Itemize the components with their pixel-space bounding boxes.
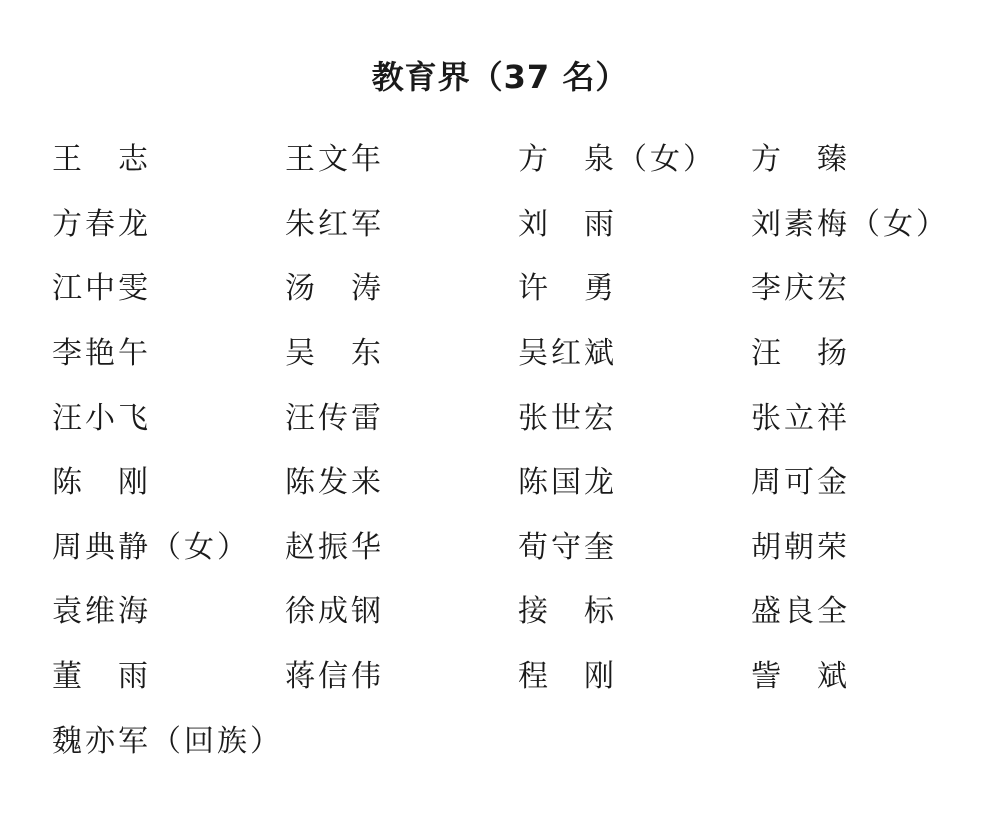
member-name: 汪小飞 [52, 400, 151, 436]
member-name: 袁维海 [52, 594, 151, 630]
member-name: 陈国龙 [518, 465, 617, 501]
member-name: 荀守奎 [518, 529, 617, 565]
member-name: 张立祥 [751, 400, 850, 436]
member-name: 訾 斌 [751, 659, 850, 695]
member-name: 吴红斌 [518, 336, 617, 372]
member-name: 张世宏 [518, 400, 617, 436]
member-name: 江中雯 [52, 271, 151, 307]
member-name: 赵振华 [285, 529, 384, 565]
member-name: 盛良全 [751, 594, 850, 630]
member-name: 李庆宏 [751, 271, 850, 307]
member-name: 王文年 [285, 142, 384, 178]
member-name: 接 标 [518, 594, 617, 630]
member-name: 方 臻 [751, 142, 850, 178]
member-name: 徐成钢 [285, 594, 384, 630]
member-name: 陈发来 [285, 465, 384, 501]
member-name: 汪 扬 [751, 336, 850, 372]
member-name: 汤 涛 [285, 271, 384, 307]
member-name: 周典静（女） [52, 529, 250, 565]
member-name: 胡朝荣 [751, 529, 850, 565]
member-name: 周可金 [751, 465, 850, 501]
member-name: 陈 刚 [52, 465, 151, 501]
section-title: 教育界（37 名） [371, 58, 629, 96]
member-name: 吴 东 [285, 336, 384, 372]
member-name: 魏亦军（回族） [52, 723, 283, 759]
member-name: 汪传雷 [285, 400, 384, 436]
member-name: 刘素梅（女） [751, 206, 949, 242]
member-name: 董 雨 [52, 659, 151, 695]
member-name: 蒋信伟 [285, 659, 384, 695]
member-name: 朱红军 [285, 206, 384, 242]
name-list [52, 128, 992, 774]
member-name: 李艳午 [52, 336, 151, 372]
member-name: 刘 雨 [518, 206, 617, 242]
member-name: 程 刚 [518, 659, 617, 695]
member-name: 方 泉（女） [518, 142, 716, 178]
member-name: 许 勇 [518, 271, 617, 307]
member-name: 方春龙 [52, 206, 151, 242]
member-name: 王 志 [52, 142, 151, 178]
